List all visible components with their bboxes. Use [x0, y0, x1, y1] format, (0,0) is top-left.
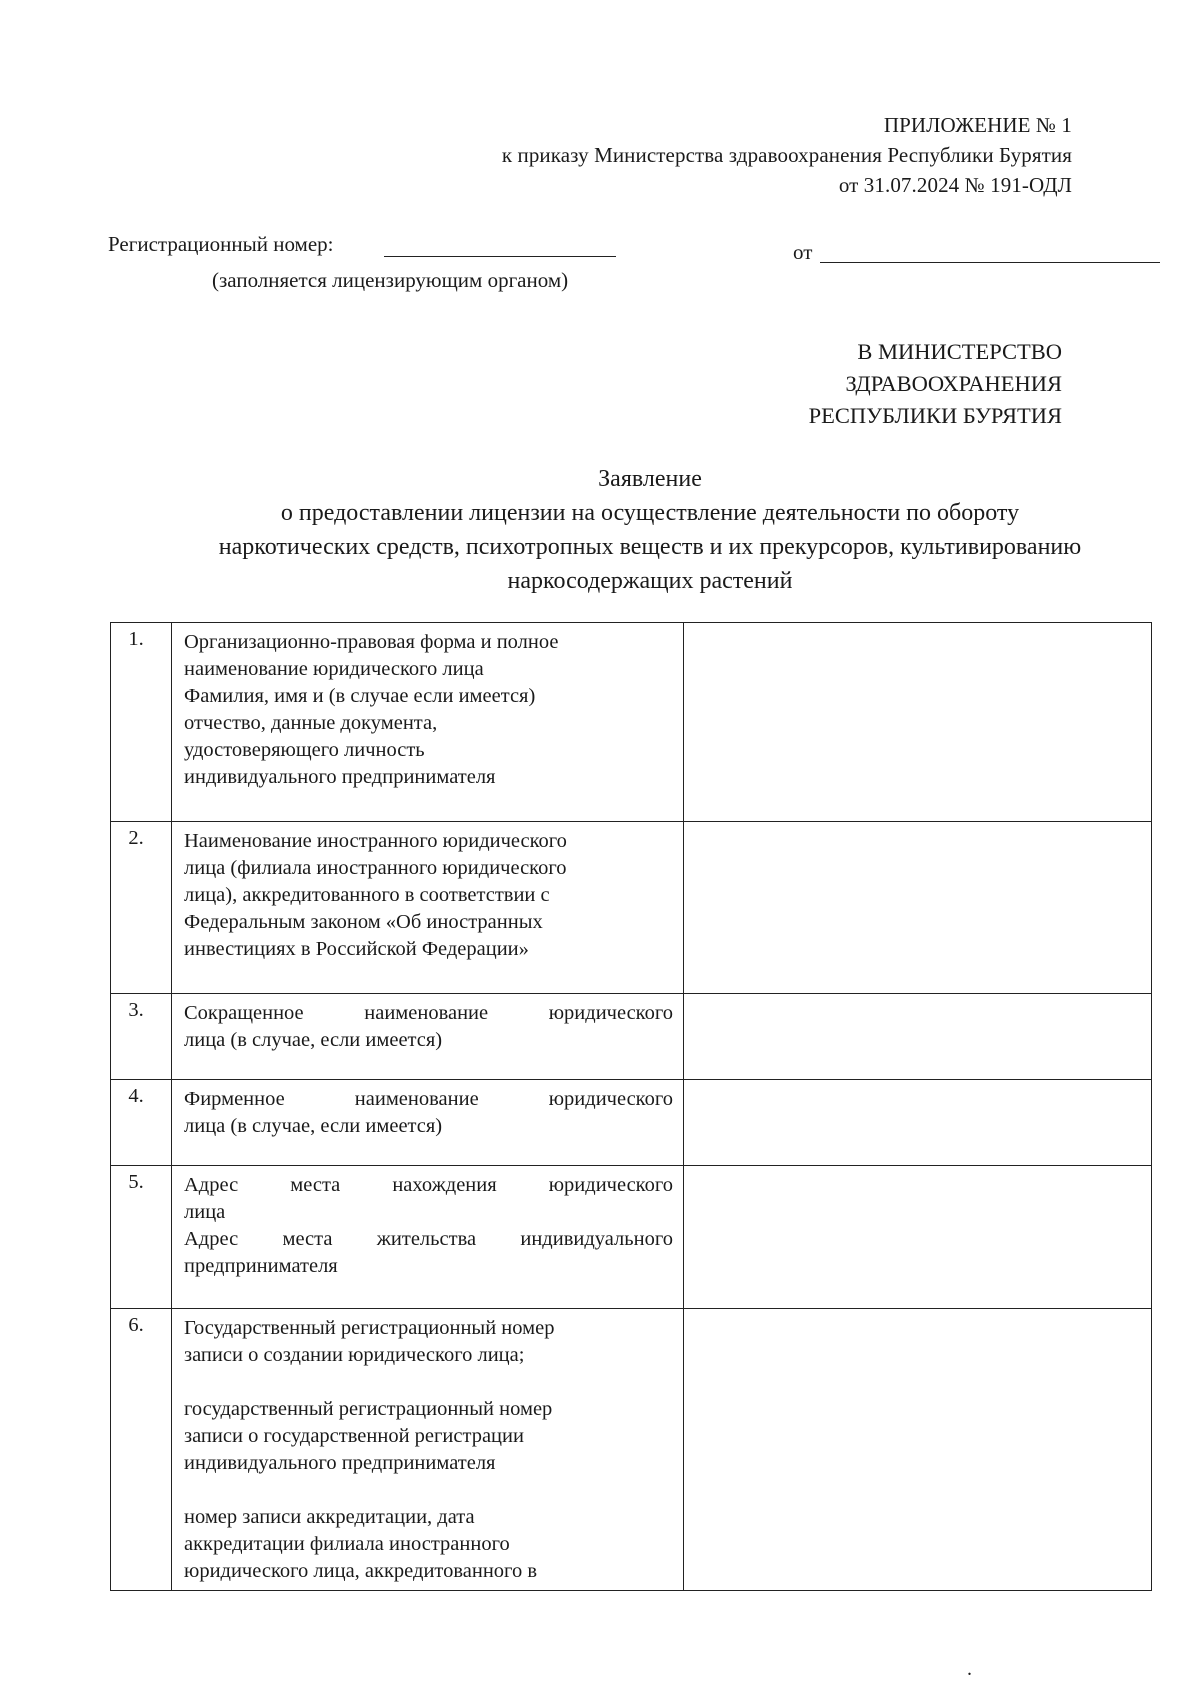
addressee-line-1: В МИНИСТЕРСТВО	[857, 339, 1062, 364]
table-row	[111, 994, 1152, 1080]
row-number: 4.	[111, 1080, 172, 1166]
row-value-field[interactable]	[684, 623, 1152, 822]
row-value-field[interactable]	[684, 1166, 1152, 1309]
row-description: Наименование иностранного юридического лица (филиала иностранного юридического лица), аккредитованного в соответствии с Федеральным законом «Об иностранных инвестициях в Российской Федерации»	[172, 822, 684, 994]
title-heading: Заявление	[598, 466, 702, 492]
row-value-field[interactable]	[684, 994, 1152, 1080]
table-row	[111, 1080, 1152, 1166]
row-number: 6.	[111, 1309, 172, 1591]
row-number: 2.	[111, 822, 172, 994]
row-description: Государственный регистрационный номер записи о создании юридического лица; государственный регистрационный номер записи о государственной регистрации индивидуального предпринимателя номер записи аккредитации, дата аккредитации филиала иностранного юридического лица, аккредитованного в	[172, 1309, 684, 1591]
registration-note: (заполняется лицензирующим органом)	[212, 268, 569, 292]
registration-number-field[interactable]	[384, 256, 616, 257]
row-number: 3.	[111, 994, 172, 1080]
row-value-field[interactable]	[684, 1080, 1152, 1166]
from-date-label: от	[793, 240, 813, 264]
row-description: Сокращенное наименование юридического лица (в случае, если имеется)	[172, 994, 684, 1080]
application-form-table	[110, 622, 1152, 1591]
table-row	[111, 1166, 1152, 1309]
addressee-line-2: ЗДРАВООХРАНЕНИЯ	[845, 371, 1062, 396]
appendix-order-ref: к приказу Министерства здравоохранения Республики Бурятия	[501, 143, 1072, 167]
row-description: Адрес места нахождения юридического лица Адрес места жительства индивидуального предпринимателя	[172, 1166, 684, 1309]
appendix-number: ПРИЛОЖЕНИЕ № 1	[883, 113, 1072, 137]
registration-label: Регистрационный номер:	[108, 232, 334, 256]
row-number: 5.	[111, 1166, 172, 1309]
table-row	[111, 1309, 1152, 1591]
title-line-1: о предоставлении лицензии на осуществление деятельности по обороту	[280, 500, 1020, 526]
title-line-2: наркотических средств, психотропных веществ и их прекурсоров, культивированию	[218, 534, 1082, 560]
addressee-line-3: РЕСПУБЛИКИ БУРЯТИЯ	[808, 403, 1062, 428]
table-row	[111, 822, 1152, 994]
row-number: 1.	[111, 623, 172, 822]
row-value-field[interactable]	[684, 1309, 1152, 1591]
row-value-field[interactable]	[684, 822, 1152, 994]
appendix-order-date: от 31.07.2024 № 191-ОДЛ	[838, 173, 1072, 197]
table-row	[111, 623, 1152, 822]
from-date-field[interactable]	[820, 262, 1160, 263]
addressee-block	[809, 336, 1062, 432]
appendix-header	[502, 110, 1072, 200]
row-description: Организационно-правовая форма и полное наименование юридического лица Фамилия, имя и (в случае если имеется) отчество, данные документа, удостоверяющего личность индивидуального предпринимателя	[172, 623, 684, 822]
row-description: Фирменное наименование юридического лица (в случае, если имеется)	[172, 1080, 684, 1166]
title-line-3: наркосодержащих растений	[507, 568, 793, 594]
document-title	[100, 462, 1200, 598]
page-mark: .	[967, 1658, 972, 1680]
